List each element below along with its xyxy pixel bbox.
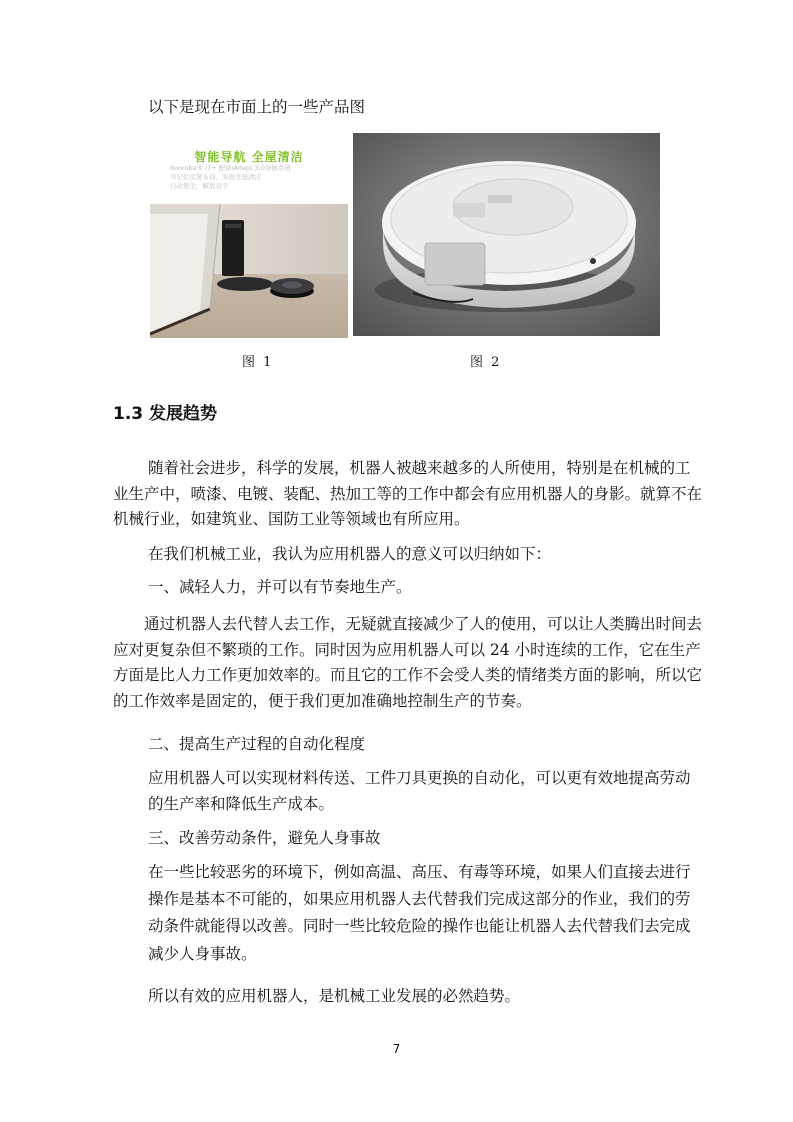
paragraph-6-line-2: 的生产率和降低生产成本。	[148, 795, 335, 813]
paragraph-1-line-3: 机械行业，如建筑业、国防工业等领域也有所应用。	[113, 510, 470, 528]
figure-1-image	[150, 134, 348, 338]
intro-text: 以下是现在市面上的一些产品图	[148, 98, 366, 116]
section-heading: 1.3 发展趋势	[113, 404, 218, 424]
paragraph-4-line-3: 方面是比人力工作更加效率的。而且它的工作不会受人类的情绪类方面的影响，所以它	[113, 666, 703, 684]
paragraph-1-line-2: 业生产中，喷漆、电镀、装配、热加工等的工作中都会有应用机器人的身影。就算不在	[113, 485, 703, 503]
paragraph-4-line-2: 应对更复杂但不繁琐的工作。同时因为应用机器人可以 24 小时连续的工作，它在生产	[113, 641, 701, 659]
paragraph-6-line-1: 应用机器人可以实现材料传送、工件刀具更换的自动化，可以更有效地提高劳动	[148, 769, 691, 787]
paragraph-2: 在我们机械工业，我认为应用机器人的意义可以归纳如下：	[148, 545, 552, 563]
robot-vacuum-photo	[353, 133, 660, 336]
paragraph-4-line-1: 通过机器人去代替人去工作，无疑就直接减少了人的使用，可以让人类腾出时间去	[144, 615, 703, 633]
robot-vacuum-dock-photo	[150, 134, 348, 338]
figure-2-caption: 图 2	[470, 355, 502, 370]
figure-1-caption: 图 1	[242, 355, 274, 370]
figure-1-ad-line: Roomba® i7+ 配备iAdapt 3.0导航系统	[170, 164, 291, 172]
figure-1-ad-line: 自动集尘，解放双手	[170, 182, 229, 190]
page-number: 7	[392, 1042, 401, 1056]
paragraph-8-line-4: 减少人身事故。	[148, 945, 257, 963]
point-1-title: 一、减轻人力，并可以有节奏地生产。	[148, 578, 412, 596]
figure-2-image	[353, 133, 660, 336]
point-3-title: 三、改善劳动条件，避免人身事故	[148, 829, 381, 847]
paragraph-1-line-1: 随着社会进步，科学的发展，机器人被越来越多的人所使用，特别是在机械的工	[148, 459, 691, 477]
figure-1-ad-title: 智能导航 全屋清洁	[194, 150, 304, 164]
paragraph-8-line-2: 操作是基本不可能的，如果应用机器人去代替我们完成这部分的作业，我们的劳	[148, 890, 691, 908]
figure-1-ad-line: 可记忆房屋布局，实现全屋清洁	[170, 173, 261, 181]
paragraph-4-line-4: 的工作效率是固定的，便于我们更加准确地控制生产的节奏。	[113, 692, 532, 710]
paragraph-8-line-3: 动条件就能得以改善。同时一些比较危险的操作也能让机器人去代替我们去完成	[148, 917, 691, 935]
point-2-title: 二、提高生产过程的自动化程度	[148, 735, 366, 753]
paragraph-8-line-1: 在一些比较恶劣的环境下，例如高温、高压、有毒等环境，如果人们直接去进行	[148, 863, 691, 881]
conclusion: 所以有效的应用机器人，是机械工业发展的必然趋势。	[148, 987, 521, 1005]
